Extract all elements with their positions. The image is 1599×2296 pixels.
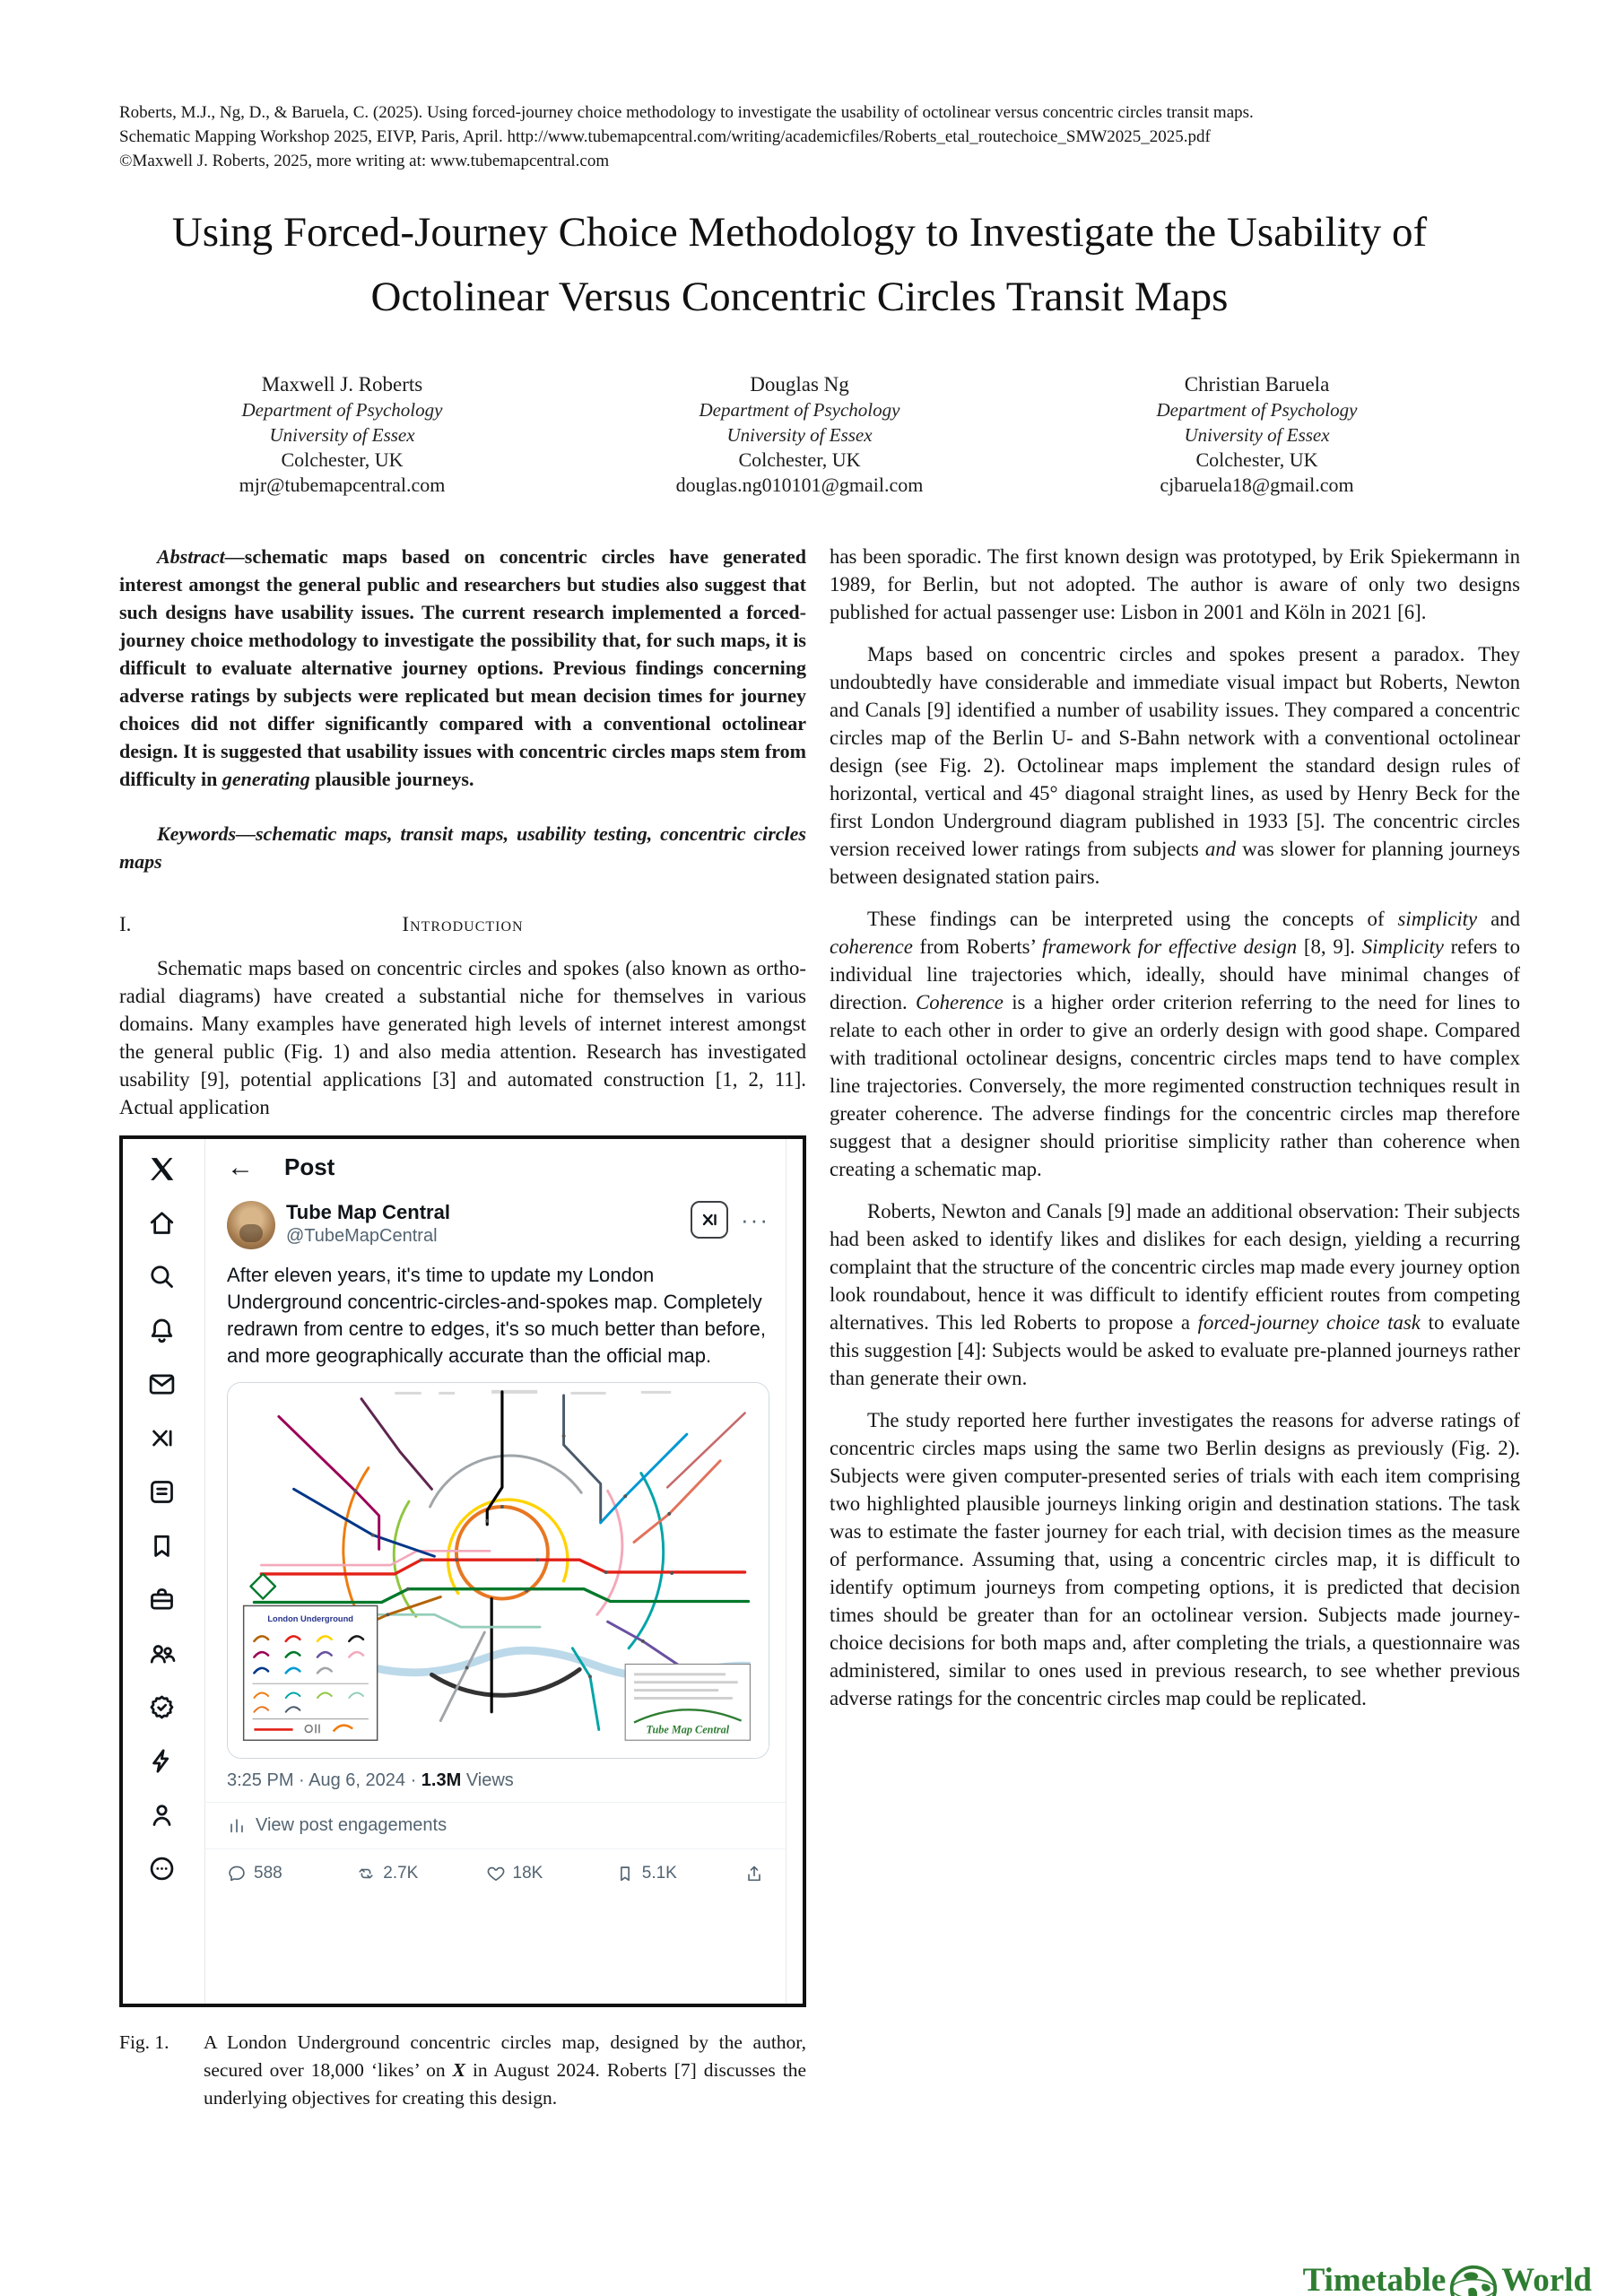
author-name: Douglas Ng	[750, 373, 849, 396]
page-title: Using Forced-Journey Choice Methodology to Investigate the Usability of Octolinear Versus Concentric Circles Transit Maps	[171, 209, 1428, 320]
right-column	[830, 543, 1520, 2112]
view-engagements-link[interactable]	[205, 1803, 786, 1849]
x-nav-sidebar	[123, 1139, 205, 2004]
section-title: Introduction	[402, 913, 524, 935]
logo-text-left: Timetable	[1302, 2261, 1447, 2296]
post-timestamp: 3:25 PM · Aug 6, 2024 · 1.3M Views	[205, 1759, 786, 1803]
abstract-text: schematic maps based on concentric circles have generated interest amongst the general public and researchers but studies also suggest that such designs have usability issues. The current research implemented a forced-journey choice methodology to investigate the possibility that, for such maps, it is difficult to evaluate alternative journey options. Previous findings concerning adverse ratings by subjects were replicated but mean decision times for journey choices did not differ significantly compared with a conventional octolinear design. It is suggested that usability issues with concentric circles maps stem from difficulty in generating plausible journeys.	[119, 545, 806, 790]
author-univ: University of Essex	[726, 424, 873, 446]
paragraph: These findings can be interpreted using the concepts of simplicity and coherence from Roberts’ framework for effective design [8, 9]. Simplicity refers to individual line trajectories which, ideally, should have minimal changes of direction. Coherence is a higher order criterion referring to the need for lines to relate to each other in order to give an orderly design with good shape. Compared with traditional octolinear designs, concentric circles maps tend to have complex line trajectories. Conversely, the more regimented construction techniques result in greater coherence. The adverse findings for the concentric circles map therefore suggest that a designer should prioritise simplicity rather than coherence when creating a schematic map.	[830, 908, 1520, 1180]
view-engagements-label: View post engagements	[256, 1815, 448, 1835]
share-button[interactable]	[744, 1864, 764, 1883]
post-text: After eleven years, it's time to update my London Underground concentric-circles-and-spokes map. Completely redrawn from centre to edges, it's so much better than before, and more geographically accurate than the official map.	[227, 1264, 766, 1367]
map-legend	[244, 1605, 378, 1740]
x-user-row	[205, 1190, 786, 1249]
author-city: Colchester, UK	[281, 448, 404, 471]
post-actions	[691, 1201, 769, 1239]
reply-icon	[227, 1864, 247, 1883]
jobs-icon[interactable]	[144, 1582, 178, 1616]
grok-summarize-button[interactable]	[691, 1201, 728, 1239]
paragraph: The study reported here further investigates the reasons for adverse ratings of concentric circles maps using the same two Berlin designs as previously (Fig. 2). Subjects were given computer-presented series of trials with each item comprising two highlighted plausible journeys linking origin and destination stations. The task was to estimate the faster journey for each trial, with decision times as the measure of performance. Assuming that, using a concentric circles map, it is difficult to identify optimum journeys from competing options, it is predicted that decision times should be greater than for an octolinear version. Subjects made journey-choice decisions for both maps and, after completing the trials, a questionnaire was administered, similar to ones used in previous research, to see whether previous adverse ratings for the concentric circles map could be replicated.	[830, 1409, 1520, 1709]
map-brand-box	[625, 1665, 750, 1741]
reply-count: 588	[254, 1864, 282, 1883]
back-arrow-icon[interactable]: ←	[227, 1152, 254, 1182]
like-button[interactable]	[486, 1864, 615, 1883]
communities-icon[interactable]	[144, 1636, 178, 1670]
citation-header	[0, 0, 1599, 173]
author-city: Colchester, UK	[738, 448, 861, 471]
author-email: douglas.ng010101@gmail.com	[675, 474, 924, 496]
citation-line: Schematic Mapping Workshop 2025, EIVP, Paris, April. http://www.tubemapcentral.com/writing/academicfiles/Roberts_etal_routechoice_SMW2025_2025.pdf	[119, 127, 1211, 146]
bar-chart-icon	[227, 1816, 247, 1836]
bookmark-icon	[615, 1864, 635, 1883]
author-dept: Department of Psychology	[699, 399, 900, 421]
author	[1096, 372, 1419, 498]
left-column	[119, 543, 806, 2112]
logo-text-right: World	[1501, 2261, 1592, 2296]
timetable-world-logo	[1303, 2255, 1592, 2296]
author-email: cjbaruela18@gmail.com	[1160, 474, 1354, 496]
post-media[interactable]	[227, 1382, 769, 1759]
heart-icon	[486, 1864, 506, 1883]
repost-button[interactable]	[356, 1864, 485, 1883]
post-stats-row	[205, 1849, 786, 1883]
citation-line: ©Maxwell J. Roberts, 2025, more writing at: www.tubemapcentral.com	[119, 152, 610, 170]
keywords	[119, 820, 806, 875]
map-legend-title: London Underground	[267, 1614, 353, 1624]
figure-caption-text: A London Underground concentric circles map, designed by the author, secured over 18,000 ‘likes’ on X in August 2024. Roberts [7] discusses the underlying objectives for creating this design.	[204, 2031, 807, 2109]
section-number: I.	[119, 913, 132, 935]
x-logo-icon[interactable]	[144, 1152, 178, 1186]
share-icon	[744, 1864, 764, 1883]
author-email: mjr@tubemapcentral.com	[239, 474, 446, 496]
figure-label: Fig. 1.	[119, 2031, 169, 2053]
like-count: 18K	[512, 1864, 543, 1883]
abstract	[119, 543, 806, 793]
paragraph: has been sporadic. The first known design was prototyped, by Erik Spiekermann in 1989, for Berlin, but not adopted. The author is aware of only two designs published for actual passenger use: Lisbon in 2001 and Köln in 2021 [6].	[830, 545, 1520, 623]
author	[639, 372, 961, 498]
figure1-x-post-screenshot	[119, 1135, 806, 2007]
map-brand-text: Tube Map Central	[646, 1723, 730, 1736]
paragraph: Schematic maps based on concentric circles and spokes (also known as ortho-radial diagrams) have created a substantial niche for themselves in various domains. Many examples have generated high levels of internet interest amongst the general public (Fig. 1) and also media attention. Research has investigated usability [9], potential applications [3] and automated construction [1, 2, 11]. Actual application	[119, 957, 806, 1118]
home-icon[interactable]	[144, 1205, 178, 1239]
verified-orgs-icon[interactable]	[144, 1744, 178, 1778]
paragraph: Roberts, Newton and Canals [9] made an additional observation: Their subjects had been asked to identify likes and dislikes for each design, yielding a recurring complaint that the structure of the concentric circles map made every journey option look roundabout, hence it was difficult to identify efficient routes from competing alternatives. This led Roberts to propose a forced-journey choice task to evaluate this suggestion [4]: Subjects would be asked to evaluate pre-planned journeys rather than generate their own.	[830, 1200, 1520, 1389]
section-heading-introduction	[119, 913, 806, 942]
bookmark-count: 5.1K	[641, 1864, 677, 1883]
citation-line: Roberts, M.J., Ng, D., & Baruela, C. (2025). Using forced-journey choice methodology to investigate the usability of octolinear versus concentric circles transit maps.	[119, 103, 1254, 122]
profile-icon[interactable]	[144, 1797, 178, 1831]
concentric-circles-map	[228, 1383, 769, 1758]
bookmarks-icon[interactable]	[144, 1528, 178, 1562]
messages-icon[interactable]	[144, 1367, 178, 1401]
author-city: Colchester, UK	[1195, 448, 1318, 471]
figure1-caption	[119, 2029, 806, 2112]
paragraph: Maps based on concentric circles and spokes present a paradox. They undoubtedly have considerable and immediate visual impact but Roberts, Newton and Canals [9] identified a number of usability issues. They compared a concentric circles map of the Berlin U- and S-Bahn network with a conventional octolinear design (see Fig. 2). Octolinear maps implement the standard design rules of horizontal, vertical and 45° diagonal straight lines, as used by Henry Beck for the first London Underground diagram published in 1933 [5]. The concentric circles version received lower ratings from subjects and was slower for planning journeys between designated station pairs.	[830, 643, 1520, 888]
keywords-text: schematic maps, transit maps, usability testing, concentric circles maps	[119, 822, 806, 873]
premium-icon[interactable]	[144, 1690, 178, 1724]
globe-icon	[1448, 2264, 1499, 2296]
reply-button[interactable]	[227, 1864, 356, 1883]
author-name: Christian Baruela	[1184, 373, 1330, 396]
search-icon[interactable]	[144, 1259, 178, 1293]
repost-icon	[356, 1864, 376, 1883]
views-count: 1.3M	[421, 1770, 462, 1790]
user-display-name[interactable]: Tube Map Central	[286, 1201, 450, 1223]
notifications-icon[interactable]	[144, 1313, 178, 1347]
x-post-card	[205, 1139, 786, 2004]
author-univ: University of Essex	[1184, 424, 1330, 446]
author-dept: Department of Psychology	[1156, 399, 1358, 421]
post-page-title: Post	[284, 1153, 335, 1180]
abstract-label: Abstract—	[157, 545, 245, 568]
more-icon[interactable]	[144, 1851, 178, 1885]
author	[181, 372, 504, 498]
x-post-topbar	[205, 1139, 786, 1190]
author-block	[0, 372, 1599, 498]
author-univ: University of Essex	[269, 424, 415, 446]
keywords-label: Keywords—	[157, 822, 256, 845]
figure-gutter	[786, 1139, 803, 2004]
grok-icon[interactable]	[144, 1421, 178, 1455]
user-handle[interactable]: @TubeMapCentral	[286, 1226, 438, 1246]
author-name: Maxwell J. Roberts	[261, 373, 423, 396]
post-more-button[interactable]: ···	[741, 1206, 769, 1233]
lists-icon[interactable]	[144, 1474, 178, 1509]
body-columns	[0, 543, 1599, 2112]
repost-count: 2.7K	[383, 1864, 419, 1883]
avatar[interactable]	[227, 1201, 275, 1249]
user-info[interactable]	[286, 1201, 691, 1248]
author-dept: Department of Psychology	[241, 399, 443, 421]
bookmark-button[interactable]	[615, 1864, 744, 1883]
